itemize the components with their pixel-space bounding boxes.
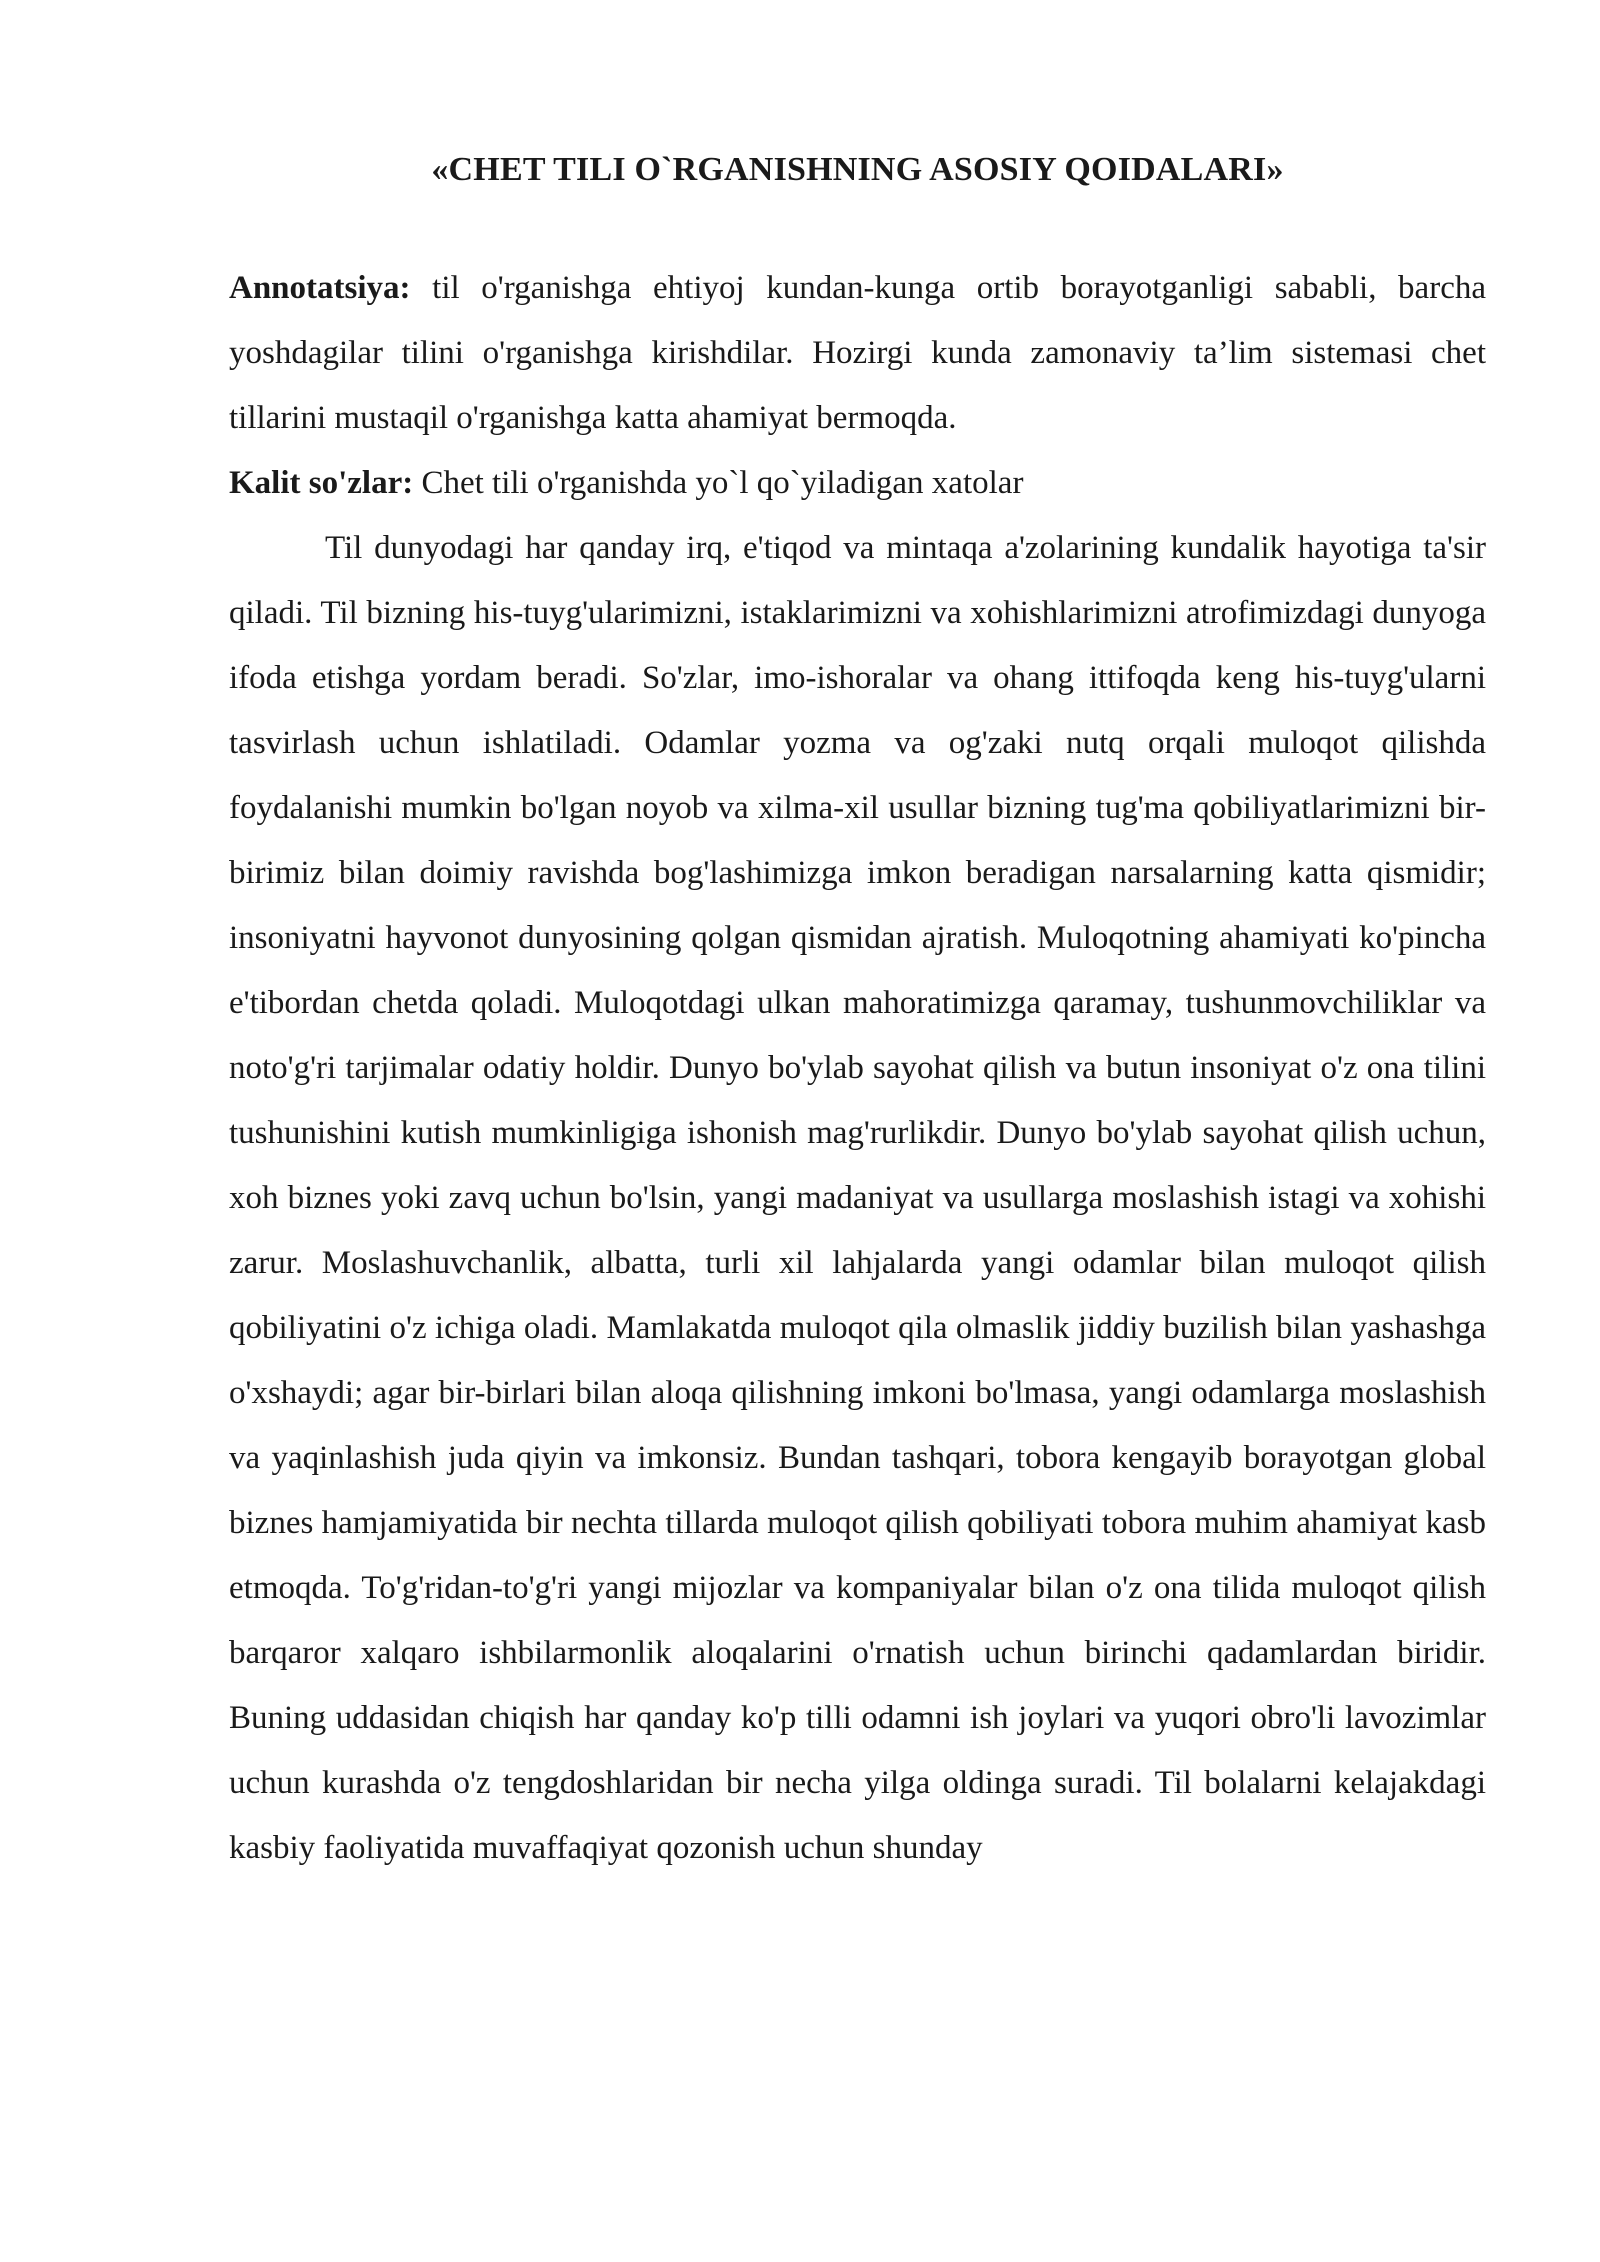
annotation-text: til o'rganishga ehtiyoj kundan-kunga ortib borayotganligi sababli, barcha yoshdagilar tilini o'rganishga kirishdilar. Hozirgi kunda zamonaviy ta’lim sistemasi chet tillarini mustaqil o'rganishga katta ahamiyat bermoqda. <box>229 270 1486 436</box>
annotation-label: Annotatsiya: <box>229 270 411 306</box>
body-paragraph: Til dunyodagi har qanday irq, e'tiqod va mintaqa a'zolarining kundalik hayotiga ta'sir qiladi. Til bizning his-tuyg'ularimizni, istaklarimizni va xohishlarimizni atrofimizdagi dunyoga ifoda etishga yordam beradi. So'zlar, imo-ishoralar va ohang ittifoqda keng his-tuyg'ularni tasvirlash uchun ishlatiladi. Odamlar yozma va og'zaki nutq orqali muloqot qilishda foydalanishi mumkin bo'lgan noyob va xilma-xil usullar bizning tug'ma qobiliyatlarimizni bir-birimiz bilan doimiy ravishda bog'lashimizga imkon beradigan narsalarning katta qismidir; insoniyatni hayvonot dunyosining qolgan qismidan ajratish. Muloqotning ahamiyati ko'pincha e'tibordan chetda qoladi. Muloqotdagi ulkan mahoratimizga qaramay, tushunmovchiliklar va noto'g'ri tarjimalar odatiy holdir. Dunyo bo'ylab sayohat qilish va butun insoniyat o'z ona tilini tushunishini kutish mumkinligiga ishonish mag'rurlikdir. Dunyo bo'ylab sayohat qilish uchun, xoh biznes yoki zavq uchun bo'lsin, yangi madaniyat va usullarga moslashish istagi va xohishi zarur. Moslashuvchanlik, albatta, turli xil lahjalarda yangi odamlar bilan muloqot qilish qobiliyatini o'z ichiga oladi. Mamlakatda muloqot qila olmaslik jiddiy buzilish bilan yashashga o'xshaydi; agar bir-birlari bilan aloqa qilishning imkoni bo'lmasa, yangi odamlarga moslashish va yaqinlashish juda qiyin va imkonsiz. Bundan tashqari, tobora kengayib borayotgan global biznes hamjamiyatida bir nechta tillarda muloqot qilish qobiliyati tobora muhim ahamiyat kasb etmoqda. To'g'ridan-to'g'ri yangi mijozlar va kompaniyalar bilan o'z ona tilida muloqot qilish barqaror xalqaro ishbilarmonlik aloqalarini o'rnatish uchun birinchi qadamlardan biridir. Buning uddasidan chiqish har qanday ko'p tilli odamni ish joylari va yuqori obro'li lavozimlar uchun kurashda o'z tengdoshlaridan bir necha yilga oldinga suradi. Til bolalarni kelajakdagi kasbiy faoliyatida muvaffaqiyat qozonish uchun shunday <box>229 530 1486 1866</box>
keywords-text: Chet tili o'rganishda yo`l qo`yiladigan xatolar <box>413 465 1024 501</box>
document-title: «CHET TILI O`RGANISHNING ASOSIY QOIDALARI» <box>431 151 1284 188</box>
document-content <box>229 150 1486 1881</box>
keywords-label: Kalit so'zlar: <box>229 465 414 501</box>
annotation-paragraph <box>229 256 1486 451</box>
keywords-paragraph <box>229 451 1486 516</box>
